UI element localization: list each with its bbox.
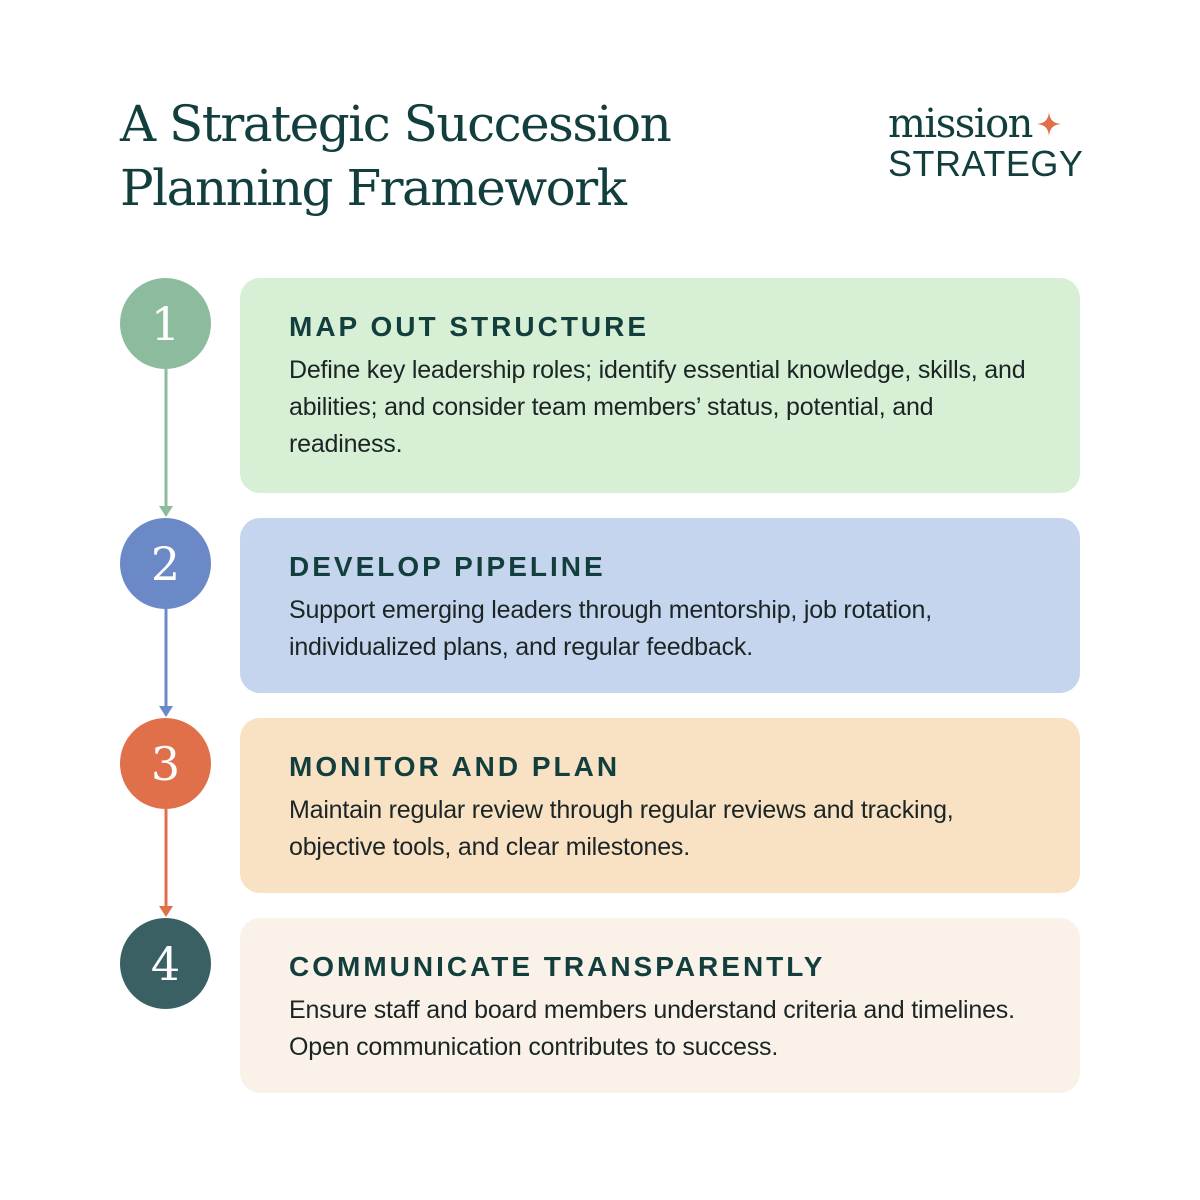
connector-3-4 [159, 809, 173, 917]
step-title: MAP OUT STRUCTURE [289, 311, 650, 342]
step-title: DEVELOP PIPELINE [289, 551, 606, 582]
step-card-communicate-transparently [240, 918, 1080, 1093]
step-number-3: 3 [120, 718, 211, 809]
arrow-down-icon [159, 706, 173, 717]
connector-1-2 [159, 369, 173, 517]
brand-logo [888, 100, 1088, 182]
step-description: Maintain regular review through regular reviews and tracking, objective tools, and clear milestones. [289, 796, 954, 861]
step-title: COMMUNICATE TRANSPARENTLY [289, 951, 826, 982]
logo-word-bottom: STRATEGY [888, 143, 1084, 184]
step-number-2: 2 [120, 518, 211, 609]
page-title-line-1: A Strategic Succession [120, 95, 671, 153]
sparkle-plus-icon [1036, 111, 1062, 137]
step-card-monitor-and-plan [240, 718, 1080, 893]
step-description: Ensure staff and board members understand criteria and timelines. Open communication contributes to success. [289, 996, 1015, 1061]
step-card-map-out-structure [240, 278, 1080, 493]
connector-2-3 [159, 609, 173, 717]
step-title: MONITOR AND PLAN [289, 751, 621, 782]
page-title [120, 92, 760, 220]
logo-top-row [888, 100, 1088, 148]
step-description: Support emerging leaders through mentorship, job rotation, individualized plans, and regular feedback. [289, 596, 932, 661]
step-number-4: 4 [120, 918, 211, 1009]
arrow-down-icon [159, 906, 173, 917]
logo-word-top: mission [888, 101, 1032, 147]
page-title-line-2: Planning Framework [120, 159, 626, 217]
arrow-down-icon [159, 506, 173, 517]
step-card-develop-pipeline [240, 518, 1080, 693]
step-description: Define key leadership roles; identify essential knowledge, skills, and abilities; and consider team members’ status, potential, and readiness. [289, 356, 1026, 458]
step-number-1: 1 [120, 278, 211, 369]
